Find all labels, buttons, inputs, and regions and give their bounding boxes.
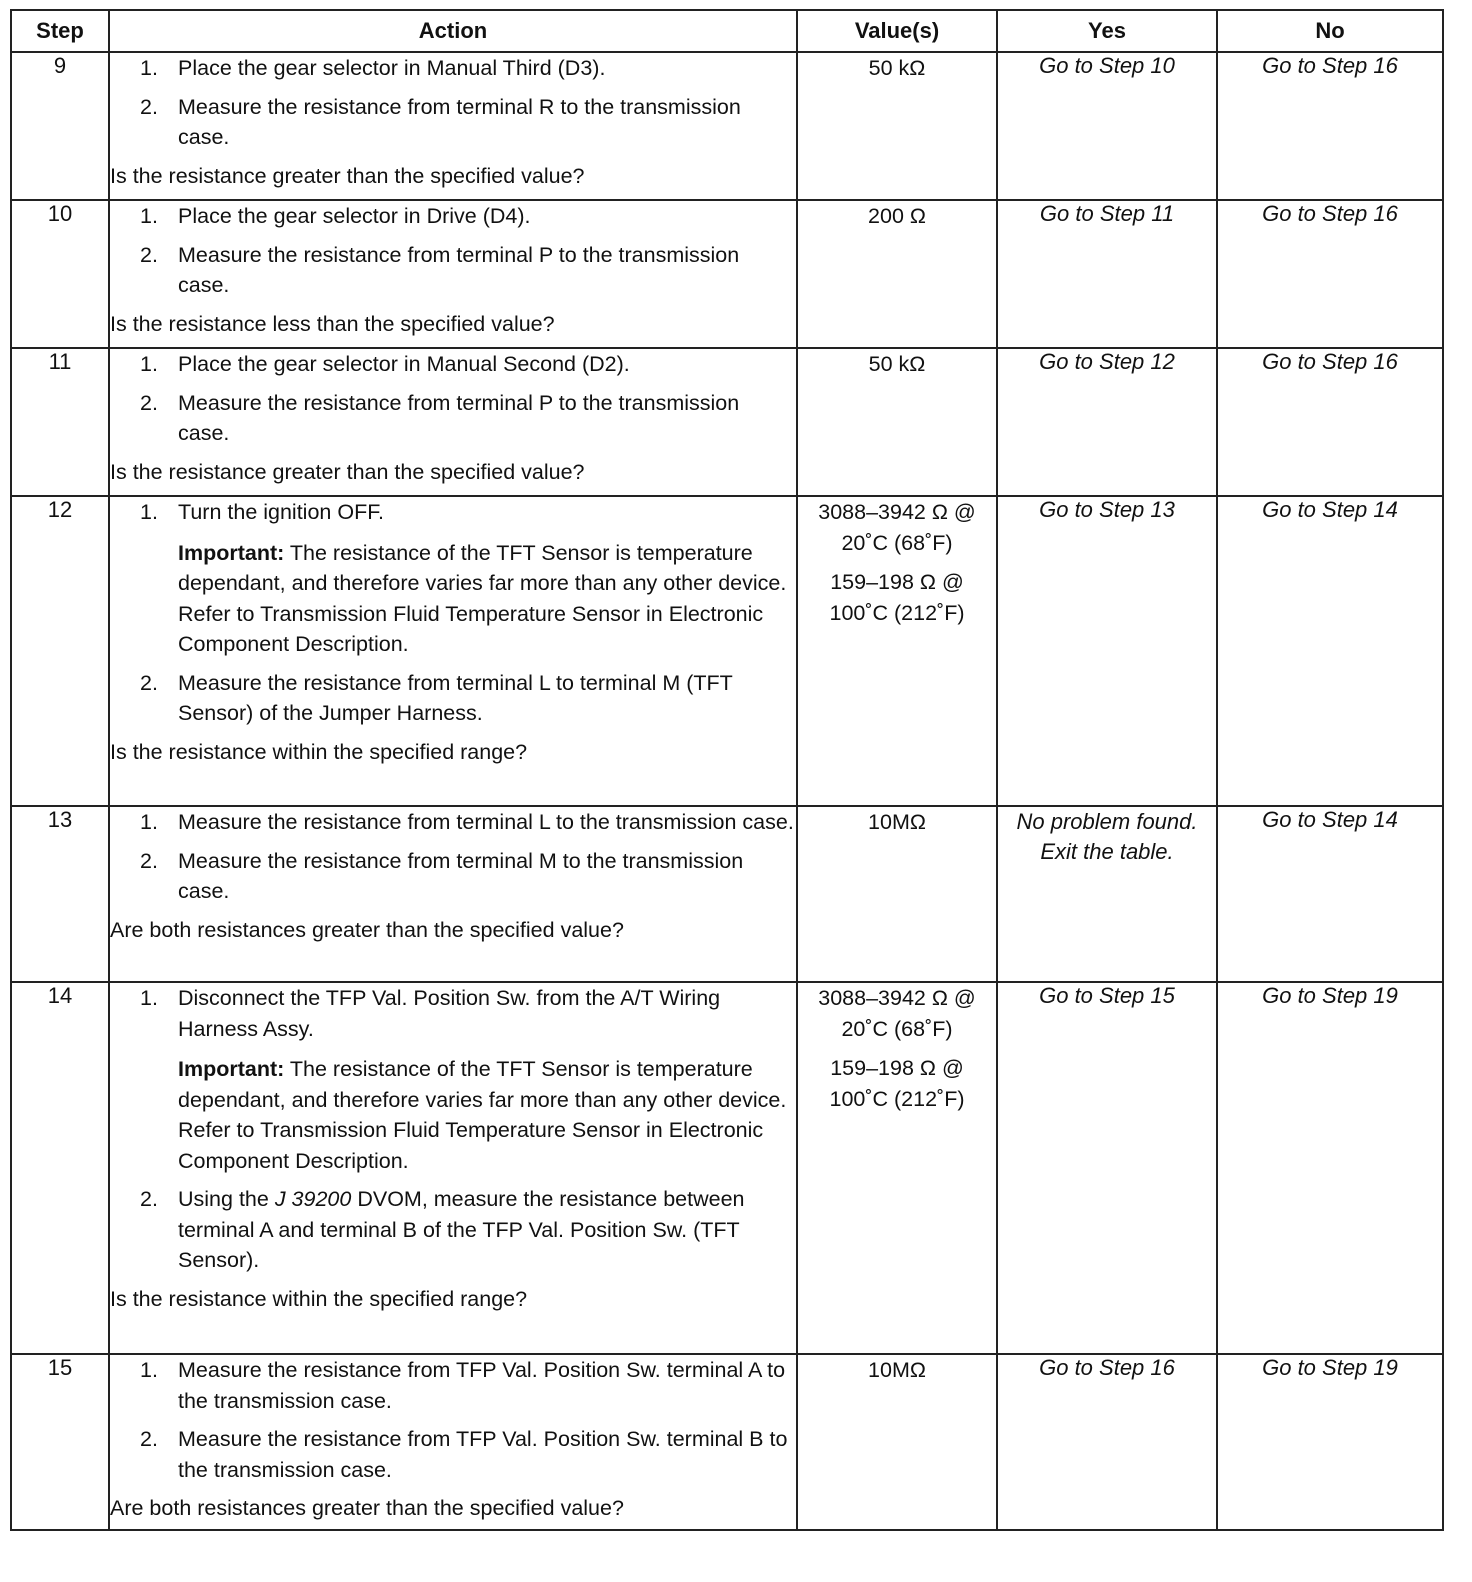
- table-row-step-14: [11, 982, 1443, 1354]
- item-text: Measure the resistance from terminal P to the transmission case.: [178, 390, 740, 445]
- step-number: 13: [11, 806, 109, 982]
- tool-name: J 39200: [274, 1187, 352, 1211]
- question-text: Is the resistance greater than the specified value?: [110, 163, 585, 188]
- item-number: 1.: [140, 56, 158, 80]
- item-text-post: DVOM, measure the resistance between terminal A and terminal B of the TFP Val. Position Sw. (TFT Sensor).: [178, 1187, 745, 1272]
- item-number: 2.: [140, 1187, 158, 1211]
- table-row-step-11: [11, 348, 1443, 496]
- question-text: Is the resistance less than the specified value?: [110, 311, 555, 336]
- header-action: Action: [109, 10, 797, 52]
- action-cell: [109, 52, 797, 200]
- value-line: 20˚C (68˚F): [841, 1017, 953, 1041]
- item-number: 2.: [140, 242, 158, 267]
- item-text: Measure the resistance from terminal R to the transmission case.: [178, 94, 741, 149]
- item-text: Disconnect the TFP Val. Position Sw. from the A/T Wiring Harness Assy.: [178, 986, 721, 1041]
- value-line: 3088–3942 Ω @: [818, 500, 976, 524]
- item-text: Measure the resistance from terminal P to the transmission case.: [178, 242, 740, 297]
- value-cell: 50 kΩ: [797, 52, 997, 200]
- header-no: No: [1217, 10, 1443, 52]
- action-item: [110, 846, 796, 907]
- question-text: Is the resistance greater than the specified value?: [110, 459, 585, 484]
- item-text: Turn the ignition OFF.: [178, 500, 384, 524]
- value-line: 3088–3942 Ω @: [818, 986, 976, 1010]
- important-note: [178, 538, 796, 660]
- step-number: 10: [11, 200, 109, 348]
- table-row-step-9: [11, 52, 1443, 200]
- value-line: 159–198 Ω @: [830, 570, 964, 594]
- yes-cell: Go to Step 15: [997, 982, 1217, 1354]
- question-text: Are both resistances greater than the specified value?: [110, 917, 624, 942]
- item-text: Measure the resistance from TFP Val. Position Sw. terminal B to the transmission case.: [178, 1427, 788, 1482]
- important-label: Important:: [178, 1057, 285, 1081]
- item-number: 2.: [140, 1427, 158, 1451]
- action-cell: [109, 982, 797, 1354]
- item-text-pre: Using the: [178, 1187, 269, 1211]
- item-text: Measure the resistance from terminal L to the transmission case.: [178, 810, 794, 834]
- value-cell: 10MΩ: [797, 1354, 997, 1530]
- action-item: [110, 1184, 796, 1276]
- item-number: 1.: [140, 500, 158, 524]
- action-item: [110, 497, 796, 660]
- item-number: 1.: [140, 810, 158, 834]
- step-number: 9: [11, 52, 109, 200]
- no-cell: Go to Step 16: [1217, 200, 1443, 348]
- question-text: Is the resistance within the specified range?: [110, 739, 528, 764]
- header-values: Value(s): [797, 10, 997, 52]
- item-text: Measure the resistance from terminal M to the transmission case.: [178, 848, 744, 903]
- value-cell: 200 Ω: [797, 200, 997, 348]
- value-cell: 50 kΩ: [797, 348, 997, 496]
- important-label: Important:: [178, 540, 285, 565]
- question-text: Is the resistance within the specified range?: [110, 1286, 528, 1311]
- action-cell: [109, 806, 797, 982]
- table-row-step-12: [11, 496, 1443, 806]
- table-row-step-15: [11, 1354, 1443, 1530]
- no-cell: Go to Step 14: [1217, 806, 1443, 982]
- table-row-step-13: [11, 806, 1443, 982]
- action-cell: [109, 200, 797, 348]
- action-item: [110, 53, 796, 84]
- yes-cell: Go to Step 12: [997, 348, 1217, 496]
- table-row-step-10: [11, 200, 1443, 348]
- no-cell: Go to Step 19: [1217, 982, 1443, 1354]
- yes-cell: Go to Step 10: [997, 52, 1217, 200]
- important-note: [178, 1054, 796, 1176]
- value-line: 20˚C (68˚F): [841, 531, 953, 555]
- item-text: Place the gear selector in Drive (D4).: [178, 204, 531, 228]
- no-cell: Go to Step 19: [1217, 1354, 1443, 1530]
- action-item: [110, 668, 796, 729]
- value-cell: 10MΩ: [797, 806, 997, 982]
- header-row: [11, 10, 1443, 52]
- action-item: [110, 92, 796, 153]
- step-number: 11: [11, 348, 109, 496]
- action-item: [110, 983, 796, 1176]
- item-number: 1.: [140, 352, 158, 376]
- action-item: [110, 807, 796, 838]
- value-cell: [797, 496, 997, 806]
- value-line: 100˚C (212˚F): [829, 601, 965, 625]
- step-number: 15: [11, 1354, 109, 1530]
- important-text: The resistance of the TFT Sensor is temperature dependant, and therefore varies far more than any other device. Refer to Transmission Fluid Temperature Sensor in Electronic Component Description.: [178, 540, 787, 656]
- yes-cell: No problem found. Exit the table.: [997, 806, 1217, 982]
- step-number: 12: [11, 496, 109, 806]
- item-number: 1.: [140, 986, 158, 1010]
- action-cell: [109, 496, 797, 806]
- action-item: [110, 388, 796, 449]
- value-cell: [797, 982, 997, 1354]
- action-item: [110, 1355, 796, 1416]
- action-item: [110, 201, 796, 232]
- question-text: Are both resistances greater than the specified value?: [110, 1496, 624, 1520]
- important-text: The resistance of the TFT Sensor is temperature dependant, and therefore varies far more than any other device. Refer to Transmission Fluid Temperature Sensor in Electronic Component Description.: [178, 1057, 787, 1173]
- step-number: 14: [11, 982, 109, 1354]
- item-number: 2.: [140, 848, 158, 873]
- item-text: Place the gear selector in Manual Second (D2).: [178, 352, 630, 376]
- diagnostic-table: [10, 9, 1444, 1531]
- item-number: 1.: [140, 204, 158, 228]
- yes-cell: Go to Step 13: [997, 496, 1217, 806]
- header-yes: Yes: [997, 10, 1217, 52]
- action-cell: [109, 1354, 797, 1530]
- item-text: Measure the resistance from TFP Val. Position Sw. terminal A to the transmission case.: [178, 1358, 786, 1413]
- no-cell: Go to Step 14: [1217, 496, 1443, 806]
- item-number: 2.: [140, 390, 158, 415]
- no-cell: Go to Step 16: [1217, 348, 1443, 496]
- yes-cell: Go to Step 16: [997, 1354, 1217, 1530]
- value-line: 100˚C (212˚F): [829, 1087, 965, 1111]
- item-number: 2.: [140, 670, 158, 695]
- value-line: 159–198 Ω @: [830, 1056, 964, 1080]
- action-item: [110, 240, 796, 301]
- item-text: Measure the resistance from terminal L to terminal M (TFT Sensor) of the Jumper Harness.: [178, 670, 733, 725]
- item-number: 1.: [140, 1358, 158, 1382]
- action-cell: [109, 348, 797, 496]
- item-number: 2.: [140, 94, 158, 119]
- action-item: [110, 349, 796, 380]
- header-step: Step: [11, 10, 109, 52]
- no-cell: Go to Step 16: [1217, 52, 1443, 200]
- yes-cell: Go to Step 11: [997, 200, 1217, 348]
- action-item: [110, 1424, 796, 1485]
- item-text: Place the gear selector in Manual Third (D3).: [178, 56, 606, 80]
